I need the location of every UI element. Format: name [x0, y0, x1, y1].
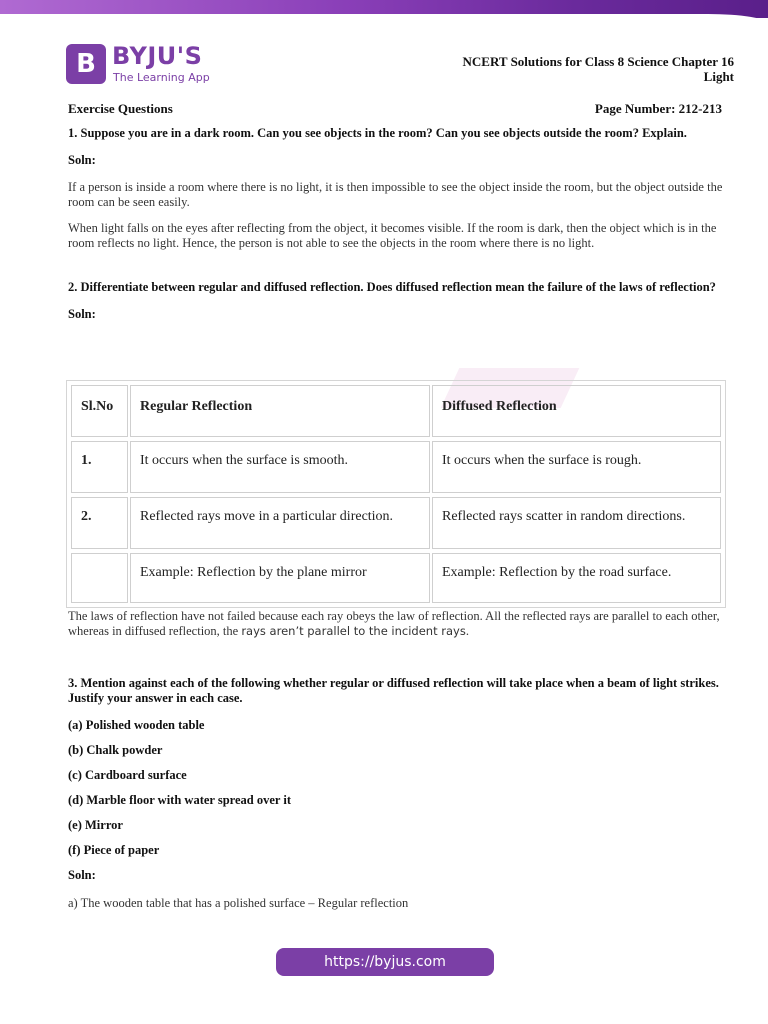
document-title [463, 54, 734, 84]
page-number: Page Number: 212-213 [594, 101, 722, 116]
question-3: 3. Mention against each of the following whether regular or diffused reflection will take place when a beam of light strikes. Justify your answer in each case. [68, 676, 719, 705]
answer-3-a: a) The wooden table that has a polished surface – Regular reflection [68, 895, 409, 910]
table-row-1-diffused: It occurs when the surface is rough. [432, 441, 721, 493]
table-header-diffused: Diffused Reflection [432, 385, 721, 437]
byjus-logo [66, 44, 226, 86]
section-label: Exercise Questions [68, 101, 173, 116]
question-3-item-c: (c) Cardboard surface [68, 768, 187, 782]
question-3-item-e: (e) Mirror [68, 818, 123, 832]
table-header-regular: Regular Reflection [130, 385, 430, 437]
logo-name: BYJU'S [112, 42, 203, 70]
table-row-2-regular: Reflected rays move in a particular direction. [130, 497, 430, 549]
question-3-item-d: (d) Marble floor with water spread over it [68, 793, 291, 807]
soln-label-1: Soln: [68, 153, 96, 167]
answer-2-text-a: The laws of reflection have not failed because each ray obeys the law of reflection. All the reflected rays are parallel to each other, whereas in diffused reflection, the [68, 609, 720, 638]
soln-label-2: Soln: [68, 307, 96, 321]
question-3-item-f: (f) Piece of paper [68, 843, 160, 857]
answer-2-explanation [68, 609, 724, 639]
table-row-2-slno: 2. [71, 497, 128, 549]
title-line-1: NCERT Solutions for Class 8 Science Chapter 16 [462, 54, 734, 69]
answer-1-paragraph-1: If a person is inside a room where there is no light, it is then impossible to see the object inside the room, but the object outside the room can be seen easily. [68, 180, 723, 209]
answer-1-paragraph-2: When light falls on the eyes after reflecting from the object, it becomes visible. If the room is dark, then the object which is in the room reflects no light. Hence, the person is not able to see the objects in the room where there is no light. [68, 221, 717, 250]
section-row [68, 101, 722, 117]
table-row-3-diffused: Example: Reflection by the road surface. [432, 553, 721, 603]
question-1: 1. Suppose you are in a dark room. Can you see objects in the room? Can you see objects outside the room? Explain. [68, 126, 687, 140]
top-accent-curve [0, 14, 768, 24]
table-row-3-slno [71, 553, 128, 603]
question-3-block [68, 676, 724, 923]
question-1-block [68, 126, 724, 334]
footer-url-link[interactable]: https://byjus.com [276, 948, 494, 976]
reflection-comparison-table [66, 380, 726, 608]
question-3-item-a: (a) Polished wooden table [68, 718, 205, 732]
table-row-1-regular: It occurs when the surface is smooth. [130, 441, 430, 493]
logo-tagline: The Learning App [113, 71, 210, 84]
title-line-2: Light [703, 69, 734, 84]
table-row-1-slno: 1. [71, 441, 128, 493]
soln-label-3: Soln: [68, 868, 96, 882]
table-row-3-regular: Example: Reflection by the plane mirror [130, 553, 430, 603]
logo-mark-letter: B [76, 49, 96, 79]
table-row-2-diffused: Reflected rays scatter in random directions. [432, 497, 721, 549]
answer-2-text-b: rays aren’t parallel to the incident rays [241, 624, 466, 638]
question-3-item-b: (b) Chalk powder [68, 743, 163, 757]
answer-2-text-c: . [465, 624, 469, 638]
question-2: 2. Differentiate between regular and diffused reflection. Does diffused reflection mean the failure of the laws of reflection? [68, 280, 716, 294]
logo-mark-box [66, 44, 106, 84]
table-header-slno: Sl.No [71, 385, 128, 437]
